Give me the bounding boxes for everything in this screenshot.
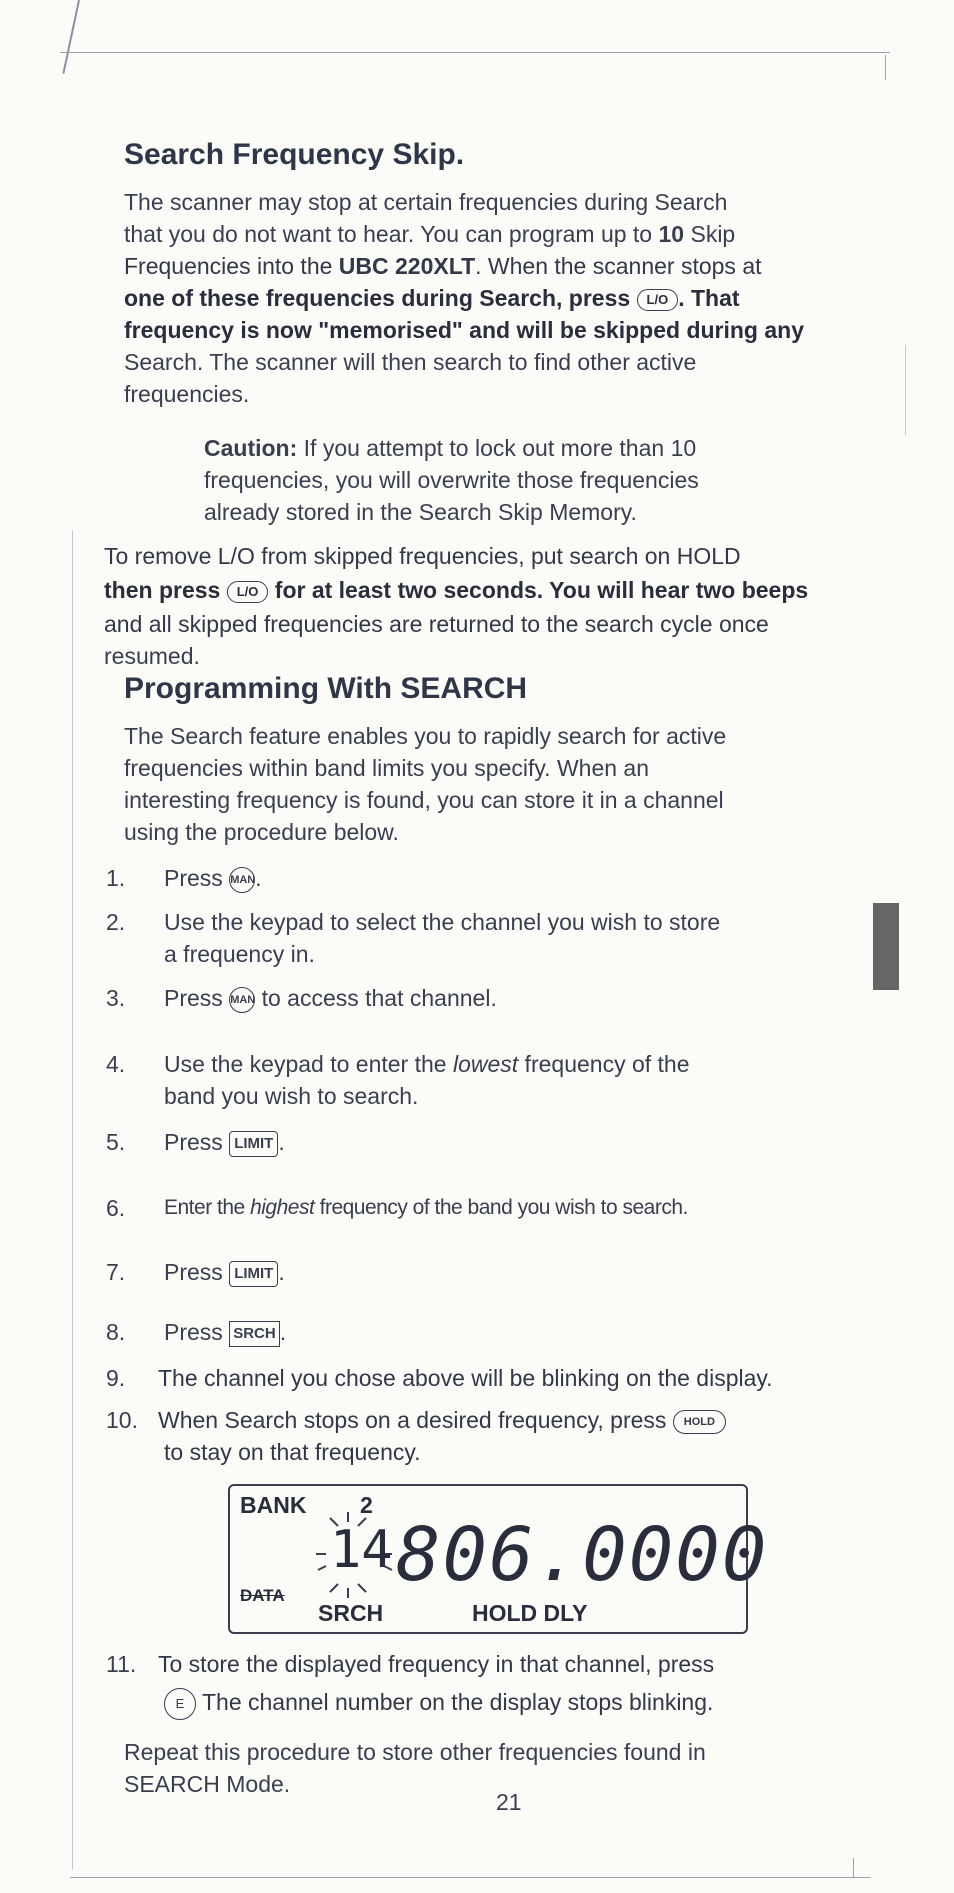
paragraph-line — [104, 574, 808, 606]
step-6 — [106, 1192, 866, 1224]
emphasis: highest — [250, 1196, 315, 1219]
page-border-tick — [885, 55, 886, 80]
step-number: 4. — [106, 1051, 126, 1077]
srch-key-icon: SRCH — [229, 1321, 280, 1347]
model-name: UBC 220XLT — [338, 253, 476, 279]
text: Use the keypad to select the channel you wish to store — [164, 909, 721, 935]
page-border-top — [60, 52, 890, 53]
paragraph-line: To remove L/O from skipped frequencies, put search on HOLD — [104, 543, 741, 569]
lcd-data-label: DATA — [240, 1586, 285, 1605]
text: Frequencies into the — [124, 253, 339, 279]
lo-key-icon: L/O — [637, 289, 679, 311]
text: . — [255, 865, 262, 891]
caution-line — [204, 432, 696, 464]
paragraph-line: interesting frequency is found, you can store it in a channel — [124, 787, 724, 813]
section-title-programming-with-search: Programming With SEARCH — [124, 672, 528, 705]
paragraph-line: and all skipped frequencies are returned to the search cycle once — [104, 611, 769, 637]
text: Press — [164, 1259, 230, 1285]
step-text — [164, 1316, 866, 1348]
text: Enter the — [164, 1196, 251, 1219]
page-border-left — [72, 530, 73, 1870]
paragraph-line: The Search feature enables you to rapidly search for active — [124, 723, 727, 749]
step-number: 5. — [106, 1129, 126, 1155]
lcd-hold-dly-label: HOLD DLY — [472, 1600, 588, 1626]
text: . — [278, 1129, 285, 1155]
e-key-icon: E — [164, 1688, 196, 1720]
corner-mark — [62, 0, 80, 74]
step-number: 9. — [106, 1365, 126, 1391]
text: Use the keypad to enter the — [164, 1051, 453, 1077]
step-text — [164, 982, 866, 1014]
paragraph-line: frequencies. — [124, 381, 250, 407]
text: frequency of the band you wish to search. — [314, 1196, 688, 1219]
lcd-channel-number: 14 — [330, 1520, 393, 1580]
text: a frequency in. — [164, 941, 315, 967]
step-text — [164, 862, 866, 894]
bold-number: 10 — [658, 221, 685, 247]
text: to stay on that frequency. — [164, 1439, 421, 1465]
paragraph-line: frequency is now "memorised" and will be skipped during any — [124, 317, 805, 343]
section-tab-marker — [873, 903, 899, 990]
hold-key-icon: HOLD — [673, 1410, 726, 1434]
text: . When the scanner stops at — [475, 253, 762, 279]
step-number: 8. — [106, 1319, 126, 1345]
step-9 — [106, 1362, 866, 1394]
text: Press — [164, 865, 230, 891]
page-border-tick-bottom — [853, 1858, 854, 1878]
step-7 — [106, 1256, 866, 1288]
step-text — [164, 1192, 866, 1224]
step-11 — [106, 1648, 866, 1720]
paragraph-line: SEARCH Mode. — [124, 1771, 291, 1797]
paragraph-line: Search. The scanner will then search to find other active — [124, 349, 697, 375]
man-key-icon: MAN — [229, 987, 255, 1013]
text: frequency of the — [518, 1051, 690, 1077]
step-number: 1. — [106, 865, 126, 891]
paragraph-line: Repeat this procedure to store other frequencies found in — [124, 1739, 706, 1765]
step-4 — [106, 1048, 866, 1112]
lcd-frequency: 806.0000 — [396, 1512, 769, 1598]
step-number: 6. — [106, 1195, 126, 1221]
text: Skip — [684, 221, 736, 247]
lcd-bank-label: BANK — [240, 1492, 307, 1518]
paragraph-line: resumed. — [104, 643, 200, 669]
page-border-right — [905, 345, 906, 435]
step-8 — [106, 1316, 866, 1348]
paragraph-line: frequencies within band limits you specify. When an — [124, 755, 650, 781]
step-10 — [106, 1404, 866, 1468]
lcd-bank-number: 2 — [360, 1492, 373, 1518]
text: When Search stops on a desired frequency, press — [158, 1407, 673, 1433]
paragraph-line — [124, 218, 735, 250]
step-number: 10. — [106, 1407, 138, 1433]
lcd-display — [228, 1484, 769, 1634]
limit-key-icon: LIMIT — [229, 1131, 278, 1157]
limit-key-icon: LIMIT — [229, 1261, 278, 1287]
text: one of these frequencies during Search, press — [124, 285, 637, 311]
step-number: 2. — [106, 909, 126, 935]
text: Press — [164, 1319, 230, 1345]
step-5 — [106, 1126, 866, 1158]
lo-key-icon: L/O — [227, 581, 269, 603]
step-text — [158, 1404, 866, 1468]
lcd-srch-label: SRCH — [318, 1600, 384, 1626]
paragraph-line: The scanner may stop at certain frequencies during Search — [124, 189, 728, 215]
step-text — [164, 1126, 866, 1158]
text: If you attempt to lock out more than 10 — [297, 435, 697, 461]
step-text — [164, 1048, 866, 1112]
caution-line: already stored in the Search Skip Memory. — [204, 499, 637, 525]
step-3 — [106, 982, 866, 1014]
text: for at least two seconds. You will hear two beeps — [268, 577, 809, 603]
page-number: 21 — [496, 1789, 522, 1815]
step-text — [164, 906, 866, 970]
step-1 — [106, 862, 866, 894]
caution-label: Caution: — [204, 435, 298, 461]
man-key-icon: MAN — [229, 867, 255, 893]
section-title-search-frequency-skip: Search Frequency Skip. — [124, 138, 465, 171]
step-number: 7. — [106, 1259, 126, 1285]
step-2 — [106, 906, 866, 970]
step-text: The channel you chose above will be blinking on the display. — [158, 1365, 773, 1391]
text: to access that channel. — [255, 985, 497, 1011]
step-text — [158, 1648, 866, 1720]
emphasis: lowest — [452, 1051, 519, 1077]
text: . — [279, 1319, 287, 1345]
step-number: 11. — [106, 1651, 137, 1677]
text: Press — [164, 985, 230, 1011]
caution-line: frequencies, you will overwrite those frequencies — [204, 467, 699, 493]
text: To store the displayed frequency in that channel, press — [158, 1651, 715, 1677]
text: Press — [164, 1129, 230, 1155]
text: band you wish to search. — [164, 1083, 419, 1109]
text: . That — [678, 285, 740, 311]
step-number: 3. — [106, 985, 126, 1011]
paragraph-line: using the procedure below. — [124, 819, 399, 845]
text: . — [278, 1259, 285, 1285]
paragraph-line — [124, 250, 762, 282]
page-border-bottom — [70, 1877, 870, 1878]
text: that you do not want to hear. You can program up to — [124, 221, 659, 247]
paragraph-line — [124, 282, 740, 314]
text: The channel number on the display stops blinking. — [196, 1689, 714, 1715]
text: then press — [104, 577, 227, 603]
step-text — [164, 1256, 866, 1288]
